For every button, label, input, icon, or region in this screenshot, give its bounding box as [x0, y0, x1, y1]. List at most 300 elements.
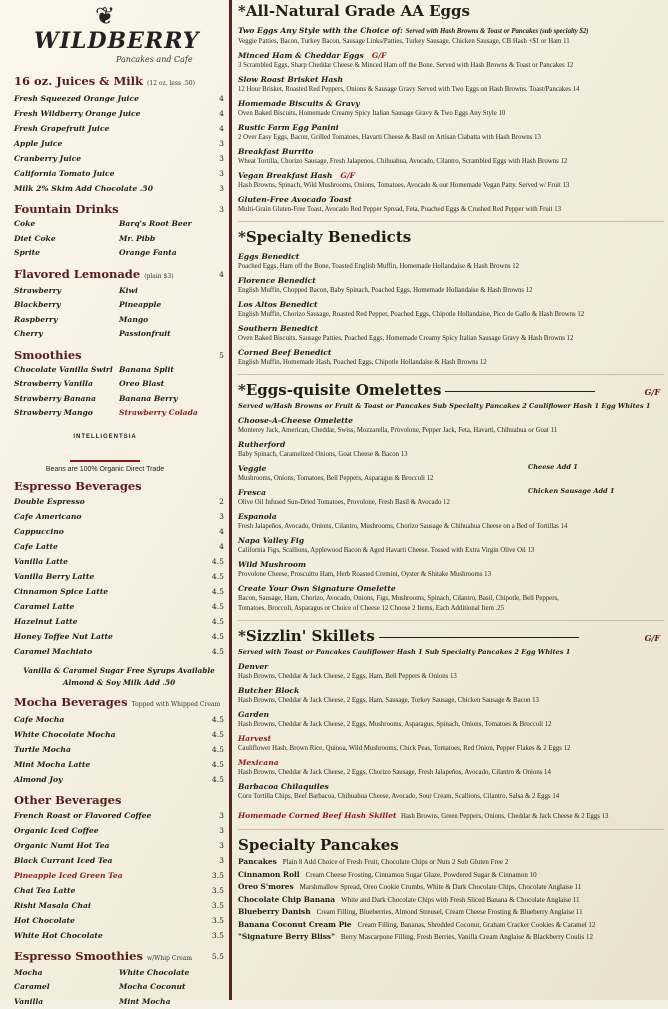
item-name: Organic Iced Coffee: [14, 823, 99, 838]
item-name: Denver: [238, 662, 268, 671]
lemonade-section: [14, 267, 224, 342]
item-name: Napa Valley Fig: [238, 536, 304, 545]
item-name: California Tomato Juice: [14, 166, 115, 181]
menu-item: [14, 166, 224, 181]
item-name: Strawberry Mango: [14, 406, 119, 421]
item-name: Blueberry Danish: [238, 907, 311, 916]
menu-item: [238, 894, 664, 907]
item-name: Breakfast Burrito: [238, 147, 313, 156]
menu-item: [238, 194, 664, 215]
skillets-title: *Sizzlin' Skillets G/F: [238, 625, 664, 647]
item-name: Two Eggs Any Style with the Choice of:: [238, 26, 403, 35]
menu-item: [238, 25, 664, 47]
item-price: 3: [219, 823, 224, 838]
menu-item: [238, 251, 664, 272]
item-name: Mango: [119, 313, 224, 328]
section-divider: [238, 221, 664, 222]
item-name: Coke: [14, 217, 119, 232]
item-name: Create Your Own Signature Omelette: [238, 584, 396, 593]
smoothie-list: [14, 363, 224, 421]
menu-item: [238, 275, 664, 296]
item-description: English Muffin, Chorizo Sausage, Roasted Red Pepper, Poached Eggs, Chipotle Hollandaise, Pico de Gallo & Hash Browns 12: [238, 310, 664, 320]
menu-item: [238, 856, 664, 869]
item-name: Black Currant Iced Tea: [14, 853, 112, 868]
item-name: Orange Fanta: [119, 246, 224, 261]
other-title: Other Beverages: [14, 793, 224, 808]
food-column: [238, 0, 664, 1000]
pancakes-title: Specialty Pancakes: [238, 834, 664, 856]
item-name: Mocha Coconut: [119, 980, 224, 995]
menu-item: [14, 569, 224, 584]
menu-item: [14, 913, 224, 928]
item-name-line: [238, 299, 664, 310]
berry-branch-icon: ❦: [95, 2, 115, 30]
item-name: Almond Joy: [14, 772, 62, 787]
item-price: 3: [219, 853, 224, 868]
item-name: Turtle Mocha: [14, 742, 71, 757]
other-section: [14, 793, 224, 943]
menu-item: [14, 727, 224, 742]
menu-item: [238, 906, 664, 919]
item-price: 4.5: [212, 644, 224, 659]
item-name: "Signature Berry Bliss": [238, 932, 335, 941]
item-name: White Chocolate Mocha: [14, 727, 116, 742]
column-divider: [229, 0, 232, 1000]
item-name: Cinnamon Spice Latte: [14, 584, 108, 599]
item-name: White Hot Chocolate: [14, 928, 103, 943]
menu-item: [14, 868, 224, 883]
menu-item: [238, 869, 664, 882]
menu-item: [238, 299, 664, 320]
brand-tagline: Pancakes and Cafe: [116, 55, 193, 64]
menu-item: [238, 881, 664, 894]
item-name: Strawberry Vanilla: [14, 377, 119, 392]
espresso-title: Espresso Beverages: [14, 479, 224, 494]
menu-item: [14, 898, 224, 913]
lemonade-title: Flavored Lemonade (plain $3) 4: [14, 267, 224, 284]
menu-item: [14, 629, 224, 644]
item-description: White and Dark Chocolate Chips with Fresh Sliced Banana & Chocolate Anglaise 11: [341, 896, 579, 904]
brand-name: WILDBERRY: [34, 28, 200, 54]
menu-item: [14, 772, 224, 787]
item-name: Corned Beef Benedict: [238, 348, 331, 357]
item-name: Diet Coke: [14, 232, 119, 247]
menu-item: [14, 644, 224, 659]
item-description: Served with Hash Browns & Toast or Pancakes (sub specialty $2): [406, 28, 589, 35]
espresso-smoothies-list: [14, 966, 224, 1009]
item-name: Hazelnut Latte: [14, 614, 77, 629]
item-name-line: [238, 463, 664, 474]
eggs-title: *All-Natural Grade AA Eggs: [238, 0, 664, 22]
item-name: Raspberry: [14, 313, 119, 328]
item-name: Fresh Wildberry Orange Juice: [14, 106, 141, 121]
menu-item: [238, 559, 664, 580]
menu-item: [238, 805, 664, 823]
section-divider: [238, 374, 664, 375]
menu-item: [14, 106, 224, 121]
item-price: 3: [219, 136, 224, 151]
item-name-line: [238, 74, 664, 85]
menu-item: [238, 170, 664, 191]
menu-item: [14, 742, 224, 757]
item-price: 3.5: [212, 898, 224, 913]
item-name: Barbacoa Chilaquiles: [238, 782, 329, 791]
item-description: Hash Browns, Cheddar & Jack Cheese, 2 Eggs, Ham, Sausage, Turkey Sausage, Chicken Sausage & Bacon 13: [238, 696, 664, 706]
item-price: 4.5: [212, 629, 224, 644]
item-description: Cream Filling, Blueberries, Almond Streusel, Cream Cheese Frosting & Blueberry Anglaise 11: [317, 908, 583, 916]
item-price: 4: [219, 91, 224, 106]
item-name: Banana Coconut Cream Pie: [238, 920, 352, 929]
item-name: Rutherford: [238, 440, 285, 449]
item-name: Blackberry: [14, 298, 119, 313]
item-name: Cafe Mocha: [14, 712, 64, 727]
item-name: White Chocolate: [119, 966, 224, 981]
item-name: Oreo Blast: [119, 377, 224, 392]
item-name: Strawberry Colada: [119, 406, 224, 421]
item-name: Mexicana: [238, 758, 279, 767]
omelettes-title: *Eggs-quisite Omelettes G/F: [238, 379, 664, 401]
item-name-line: [238, 323, 664, 334]
omelettes-subtitle: Served w/Hash Browns or Fruit & Toast or Pancakes Sub Specialty Pancakes 2 Cauliflower Hash 1 Egg Whites 1: [238, 401, 664, 412]
item-price: 4.5: [212, 757, 224, 772]
item-price: 4.5: [212, 614, 224, 629]
menu-item: [14, 509, 224, 524]
menu-item: [14, 614, 224, 629]
fountain-title: Fountain Drinks 3: [14, 202, 224, 217]
item-name: Choose-A-Cheese Omelette: [238, 416, 353, 425]
item-price: 4.5: [212, 742, 224, 757]
espresso-smoothies-title: Espresso Smoothies w/Whip Cream 5.5: [14, 949, 224, 966]
item-price: 3.5: [212, 883, 224, 898]
item-name: Minced Ham & Cheddar Eggs: [238, 51, 364, 60]
item-name: Vanilla Latte: [14, 554, 68, 569]
item-name: Butcher Block: [238, 686, 299, 695]
menu-item: [238, 146, 664, 167]
item-description: Hash Browns, Cheddar & Jack Cheese, 2 Eggs, Mushrooms, Asparagus, Spinach, Onions, Tomatoes & Broccoli 12: [238, 720, 664, 730]
espresso-note: Vanilla & Caramel Sugar Free Syrups Available Almond & Soy Milk Add .50: [14, 665, 224, 689]
item-name-line: [238, 122, 664, 133]
item-description: Marshmallow Spread, Oreo Cookie Crumbs, White & Dark Chocolate Chips, Chocolate Anglaise 11: [300, 883, 582, 891]
menu-item: [14, 539, 224, 554]
item-name: Caramel Latte: [14, 599, 74, 614]
item-name: Fresh Squeezed Orange Juice: [14, 91, 139, 106]
item-price: 3: [219, 509, 224, 524]
item-name: Florence Benedict: [238, 276, 316, 285]
item-price: 3: [219, 838, 224, 853]
beverages-column: [0, 0, 229, 1000]
item-name: Homemade Corned Beef Hash Skillet: [238, 811, 397, 820]
item-name-line: [238, 757, 664, 768]
item-name: Organic Numi Hot Tea: [14, 838, 109, 853]
item-description: Hash Browns, Cheddar & Jack Cheese, 2 Eggs, Chorizo Sausage, Fresh Jalapeños, Avocado, Cilantro & Onions 14: [238, 768, 664, 778]
menu-item: [14, 136, 224, 151]
item-price: 4.5: [212, 599, 224, 614]
item-name: Mint Mocha Latte: [14, 757, 90, 772]
item-name: Strawberry: [14, 284, 119, 299]
item-price: 4: [219, 121, 224, 136]
item-name: Harvest: [238, 734, 271, 743]
juices-title: 16 oz. Juices & Milk (12 oz. less .50): [14, 74, 224, 91]
item-price: 4.5: [212, 772, 224, 787]
menu-item: [14, 883, 224, 898]
item-name: Vanilla Berry Latte: [14, 569, 94, 584]
item-name-line: [238, 733, 664, 744]
item-name: Wild Mushroom: [238, 560, 306, 569]
menu-item: [238, 487, 664, 508]
skillets-subtitle: Served with Toast or Pancakes Cauliflower Hash 1 Sub Specialty Pancakes 2 Egg Whites 1: [238, 647, 664, 658]
menu-item: [14, 599, 224, 614]
item-name-line: [238, 685, 664, 696]
item-description: Hash Browns, Cheddar & Jack Cheese, 2 Eggs, Ham, Bell Peppers & Onions 13: [238, 672, 664, 682]
item-price: 3.5: [212, 928, 224, 943]
menu-item: [14, 554, 224, 569]
item-description: Olive Oil Infused Sun-Dried Tomatoes, Provolone, Fresh Basil & Avocado 12: [238, 498, 664, 508]
item-description: Oven Baked Biscuits, Sausage Patties, Poached Eggs, Homemade Creamy Spicy Italian Sausage Gravy & Hash Browns 12: [238, 334, 664, 344]
item-name: Southern Benedict: [238, 324, 318, 333]
item-name: Cafe Latte: [14, 539, 58, 554]
espresso-section: [14, 479, 224, 689]
item-name: Hot Chocolate: [14, 913, 75, 928]
item-name: Los Altos Benedict: [238, 300, 318, 309]
item-name: Barq's Root Beer: [119, 217, 224, 232]
item-price: 3.5: [212, 868, 224, 883]
menu-item: [238, 98, 664, 119]
item-name: Fresh Grapefruit Juice: [14, 121, 109, 136]
item-name: Slow Roast Brisket Hash: [238, 75, 343, 84]
item-name: French Roast or Flavored Coffee: [14, 808, 151, 823]
menu-item: [238, 323, 664, 344]
menu-item: [14, 928, 224, 943]
menu-item: [238, 583, 664, 614]
intelligentsia-logo: INTELLIGENTSIA: [70, 434, 140, 462]
item-name-line: [238, 559, 664, 570]
menu-item: [238, 511, 664, 532]
item-name-line: [238, 535, 664, 546]
item-name: Double Espresso: [14, 494, 85, 509]
item-name: Mocha: [14, 966, 119, 981]
item-description: Baby Spinach, Caramelized Onions, Goat Cheese & Bacon 13: [238, 450, 664, 460]
item-description: Multi-Grain Gluten-Free Toast, Avocado Red Pepper Spread, Feta, Poached Eggs & Crushed Red Pepper with Fruit 13: [238, 205, 664, 215]
item-name: Eggs Benedict: [238, 252, 299, 261]
espresso-smoothies-section: [14, 949, 224, 1009]
item-name: Mint Mocha: [119, 995, 224, 1009]
menu-item: [238, 74, 664, 95]
item-name: Homemade Biscuits & Gravy: [238, 99, 360, 108]
item-name-line: [238, 170, 664, 181]
menu-item: [238, 463, 664, 484]
item-description: Plain 8 Add Choice of Fresh Fruit, Chocolate Chips or Nuts 2 Sub Gluten Free 2: [283, 858, 509, 866]
item-name: Vanilla: [14, 995, 119, 1009]
smoothies-title: Smoothies 5: [14, 348, 224, 363]
item-name-line: [238, 194, 664, 205]
item-description: Berry Mascarpone Filling, Fresh Berries, Vanilla Cream Anglaise & Blackberry Coulis 12: [341, 933, 593, 941]
item-name: Banana Split: [119, 363, 224, 378]
item-name: Cinnamon Roll: [238, 870, 300, 879]
section-divider: [238, 829, 664, 830]
item-name: Strawberry Banana: [14, 392, 119, 407]
item-description: Hash Browns, Green Peppers, Onions, Cheddar & Jack Cheese & 2 Eggs 13: [401, 813, 608, 820]
item-description: Monterey Jack, American, Cheddar, Swiss, Mozzarella, Provolone, Pepper Jack, Feta, Havarti, Chihuahua or Goat 11: [238, 426, 664, 436]
item-description: Oven Baked Biscuits, Homemade Creamy Spicy Italian Sausage Gravy & Two Eggs Any Style 10: [238, 109, 664, 119]
item-name: Gluten-Free Avocado Toast: [238, 195, 352, 204]
fountain-list: [14, 217, 224, 261]
item-description: English Muffin, Homemade Hash, Poached Eggs, Chipotle Hollandaise & Hash Browns 12: [238, 358, 664, 368]
item-name: Oreo S'mores: [238, 882, 294, 891]
item-name-line: [238, 347, 664, 358]
menu-item: [14, 121, 224, 136]
item-name-line: [238, 275, 664, 286]
lemonade-list: [14, 284, 224, 342]
menu-item: [14, 823, 224, 838]
item-name: Chocolate Vanilla Swirl: [14, 363, 119, 378]
menu-item: [238, 781, 664, 802]
item-name: Fresca: [238, 488, 266, 497]
menu-item: [14, 181, 224, 196]
item-name: Milk 2% Skim Add Chocolate .50: [14, 181, 153, 196]
item-description: Cauliflower Hash, Brown Rice, Quinoa, Wild Mushrooms, Chick Peas, Tomatoes, Red Onion, Pepper Flakes & 2 Eggs 12: [238, 744, 664, 754]
fountain-section: [14, 202, 224, 261]
item-description: Cream Cheese Frosting, Cinnamon Sugar Glaze, Powdered Sugar & Cinnamon 10: [306, 871, 537, 879]
item-name-line: [238, 50, 664, 61]
menu-item: [238, 439, 664, 460]
item-name: Passionfruit: [119, 327, 224, 342]
item-name: Cherry: [14, 327, 119, 342]
item-price: 4: [219, 539, 224, 554]
item-addon: Chicken Sausage Add 1: [528, 487, 615, 495]
item-name: Cranberry Juice: [14, 151, 81, 166]
item-description: Bacon, Sausage, Ham, Chorizo, Avocado, Onions, Figs, Mushrooms, Spinach, Cilantro, Basil, Chipotle, Bell Peppers,: [238, 594, 664, 604]
menu-item: [238, 415, 664, 436]
item-options: Veggie Patties, Bacon, Turkey Bacon, Sausage Links/Patties, Turkey Sausage, Chicken Sausage, CB Hash +$1 or Ham 11: [238, 37, 664, 47]
item-description: Provolone Cheese, Proscuitto Ham, Herb Roasted Cremini, Oyster & Shitake Mushrooms 13: [238, 570, 664, 580]
item-description: Fresh Jalapeños, Avocado, Onions, Cilantro, Mushrooms, Chorizo Sausage & Chihuahua Cheese on a Bed of Tortillas 14: [238, 522, 664, 532]
item-price: 2: [219, 494, 224, 509]
item-price: 4: [219, 106, 224, 121]
item-description: Poached Eggs, Ham off the Bone, Toasted English Muffin, Homemade Hollandaise & Hash Browns 12: [238, 262, 664, 272]
item-price: 3: [219, 181, 224, 196]
menu-item: [14, 151, 224, 166]
menu-item: [238, 685, 664, 706]
item-description: Mushrooms, Onions, Tomatoes, Bell Peppers, Asparagus & Broccoli 12: [238, 474, 664, 484]
item-name-line: [238, 146, 664, 157]
menu-item: [14, 757, 224, 772]
item-name: Kiwi: [119, 284, 224, 299]
item-price: 3: [219, 808, 224, 823]
gf-badge: G/F: [372, 51, 387, 60]
menu-item: [14, 524, 224, 539]
menu-item: [238, 535, 664, 556]
menu-item: [14, 838, 224, 853]
menu-item: [238, 661, 664, 682]
item-name: Pineapple Iced Green Tea: [14, 868, 123, 883]
item-name: Rustic Farm Egg Panini: [238, 123, 339, 132]
item-name: Honey Toffee Nut Latte: [14, 629, 113, 644]
item-description: English Muffin, Chopped Bacon, Baby Spinach, Poached Eggs, Homemade Hollandaise & Hash Browns 12: [238, 286, 664, 296]
menu-item: [14, 91, 224, 106]
item-description: 3 Scrambled Eggs, Sharp Cheddar Cheese & Minced Ham off the Bone. Served with Hash Browns & Toast or Pancakes 12: [238, 61, 664, 71]
menu-item: [14, 494, 224, 509]
smoothies-section: [14, 348, 224, 421]
menu-item: [238, 709, 664, 730]
item-price: 4.5: [212, 727, 224, 742]
gf-badge: G/F: [340, 171, 355, 180]
item-name-line: [238, 781, 664, 792]
menu-item: [238, 347, 664, 368]
item-price: 3.5: [212, 913, 224, 928]
item-name: Espanola: [238, 512, 277, 521]
item-name-line: [238, 25, 664, 37]
item-description: Wheat Tortilla, Chorizo Sausage, Fresh Jalapenos, Chihuahua, Avocado, Cilantro, Scrambled Eggs with Hash Browns 12: [238, 157, 664, 167]
benedicts-title: *Specialty Benedicts: [238, 226, 664, 248]
mocha-section: [14, 695, 224, 787]
item-description: 12 Hour Brisket, Roasted Red Peppers, Onions & Sausage Gravy Served with Two Eggs on Hash Browns. Toast/Pancakes 14: [238, 85, 664, 95]
menu-item: [238, 733, 664, 754]
item-addon: Cheese Add 1: [528, 463, 578, 471]
item-name: Vegan Breakfast Hash: [238, 171, 332, 180]
item-name: Pineapple: [119, 298, 224, 313]
item-price: 3: [219, 151, 224, 166]
item-name: Veggie: [238, 464, 266, 473]
menu-item: [14, 712, 224, 727]
item-name: Mr. Pibb: [119, 232, 224, 247]
item-price: 3: [219, 166, 224, 181]
item-name: Chai Tea Latte: [14, 883, 75, 898]
item-name: Caramel Machiato: [14, 644, 92, 659]
menu-item: [238, 757, 664, 778]
item-name-line: [238, 98, 664, 109]
intelligentsia-badge: [0, 425, 210, 473]
item-name: Apple Juice: [14, 136, 62, 151]
item-name: Cappuccino: [14, 524, 64, 539]
logo: [0, 0, 229, 68]
item-name: Garden: [238, 710, 269, 719]
item-name: Pancakes: [238, 857, 277, 866]
section-divider: [238, 620, 664, 621]
menu-item: [238, 919, 664, 932]
item-price: 4.5: [212, 584, 224, 599]
menu-item: [238, 122, 664, 143]
menu-item: [14, 853, 224, 868]
item-name: Banana Berry: [119, 392, 224, 407]
item-name: Caramel: [14, 980, 119, 995]
menu-item: [238, 50, 664, 71]
juices-section: [14, 74, 224, 196]
beans-note: Beans are 100% Organic Direct Trade: [0, 466, 210, 473]
item-name: Chocolate Chip Banana: [238, 895, 335, 904]
item-name-line: [238, 511, 664, 522]
item-name-line: [238, 583, 664, 594]
item-name: Rishi Masala Chai: [14, 898, 91, 913]
item-description-cont: Tomatoes, Broccoli, Asparagus or Choice of Cheese 12 Choose 2 Items, Each Additional Item .25: [238, 604, 664, 614]
item-price: 4: [219, 524, 224, 539]
item-name-line: [238, 709, 664, 720]
item-price: 4.5: [212, 554, 224, 569]
item-name-line: [238, 439, 664, 450]
item-name-line: [238, 415, 664, 426]
item-description: Cream Filling, Bananas, Shredded Coconut, Graham Cracker Cookies & Caramel 12: [358, 921, 596, 929]
mocha-title: Mocha Beverages Topped with Whipped Cream: [14, 695, 224, 712]
menu-item: [14, 584, 224, 599]
item-name-line: [238, 251, 664, 262]
item-description: California Figs, Scallions, Applewood Bacon & Aged Havarti Cheese. Tossed with Extra Virgin Olive Oil 13: [238, 546, 664, 556]
menu-item: [14, 808, 224, 823]
item-description: Corn Tortilla Chips, Beef Barbacoa, Chihuahua Cheese, Avocado, Sour Cream, Scallions, Cilantro, Salsa & 2 Eggs 14: [238, 792, 664, 802]
item-name: Sprite: [14, 246, 119, 261]
item-name: Cafe Americano: [14, 509, 81, 524]
item-description: Hash Browns, Spinach, Wild Mushrooms, Onions, Tomatoes, Avocado & our Homemade Vegan Patty. Served w/ Fruit 13: [238, 181, 664, 191]
item-price: 4.5: [212, 712, 224, 727]
menu-item: [238, 931, 664, 944]
